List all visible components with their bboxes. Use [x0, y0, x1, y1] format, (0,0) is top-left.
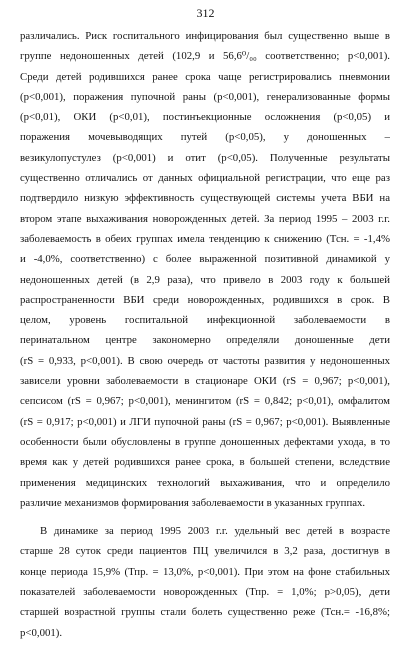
- text-line: группе недоношенных детей (102,9 и 56,6⁰/₀₀ соответственно; p<0,001).: [20, 50, 390, 63]
- paragraph: [20, 26, 390, 513]
- text-line: сепсисом (rS = 0,967; p<0,001), менингитом (rS = 0,842; p<0,01), омфалитом: [20, 395, 390, 408]
- text-line: распространенности ВБИ среди новорожденных, родившихся в срок. В: [20, 293, 390, 306]
- text-line: недоношенных детей (в 2,9 раза), что привело в 2003 году к большей: [20, 273, 390, 286]
- paragraph-gap: [20, 513, 390, 521]
- text-line: старше 28 суток среди пациентов ПЦ увеличился в 3,2 раза, достигнув в: [20, 545, 390, 558]
- text-line: время как у детей родившихся ранее срока, в большей степени, вследствие: [20, 456, 390, 469]
- body-text: [20, 26, 390, 643]
- text-line: поражения мочевыводящих путей (p<0,05), у доношенных –: [20, 131, 390, 144]
- text-line: (p<0,01), ОКИ (p<0,01), постинъекционные осложнения (p<0,05) и: [20, 111, 390, 124]
- page-number: 312: [196, 6, 215, 20]
- text-line: втором этапе выхаживания новорожденных детей. За период 1995 – 2003 г.г.: [20, 212, 390, 225]
- text-line: особенности были обусловлены в группе доношенных дефектами ухода, в то: [20, 435, 390, 448]
- text-line: целом, уровень госпитальной инфекционной заболеваемости в: [20, 314, 390, 327]
- text-line: (rS = 0,917; p<0,001) и ЛГИ пупочной раны (rS = 0,967; p<0,001). Выявленные: [20, 415, 390, 428]
- text-line: p<0,001).: [20, 626, 63, 639]
- paragraph: [20, 521, 390, 643]
- text-line: В динамике за период 1995 2003 г.г. удельный вес детей в возрасте: [40, 525, 390, 538]
- text-line: зависели уровни заболеваемости в стационаре ОКИ (rS = 0,967; p<0,001),: [20, 375, 390, 388]
- text-line: (p<0,001), поражения пупочной раны (p<0,001), генерализованные формы: [20, 90, 390, 103]
- text-line: везикулопустулез (p<0,001) и отит (p<0,05). Полученные результаты: [20, 151, 390, 164]
- text-line: перинатальном центре закономерно определяли доношенные дети: [20, 334, 390, 347]
- text-line: применения медицинских технологий выхаживания, что и определило: [20, 476, 390, 489]
- text-line: и -4,0%, соответственно) с более выраженной позитивной динамикой у: [20, 253, 390, 266]
- text-line: Среди детей родившихся ранее срока чаще регистрировались пневмонии: [20, 70, 390, 83]
- text-line: различались. Риск госпитального инфицирования был существенно выше в: [20, 30, 390, 42]
- text-line: заболеваемость в обеих группах имела тенденцию к снижению (Тсн. = -1,4%: [20, 232, 390, 245]
- text-line: существенно отличались от данных официальной регистрации, что еще раз: [20, 172, 390, 185]
- text-line: различие механизмов формирования заболеваемости в указанных группах.: [20, 496, 366, 509]
- text-line: конце периода 15,9% (Тпр. = 13,0%, p<0,001). При этом на фоне стабильных: [20, 565, 390, 578]
- text-line: (rS = 0,933, p<0,001). В свою очередь от частоты развития у недоношенных: [20, 354, 390, 367]
- text-line: старшей возрастной группы стали болеть существенно реже (Тсн.= -16,8%;: [20, 606, 390, 619]
- text-line: показателей заболеваемости новорожденных (Тпр. = 1,0%; p>0,05), дети: [20, 586, 390, 599]
- text-line: подтвердило низкую эффективность существующей системы учета ВБИ на: [20, 192, 390, 205]
